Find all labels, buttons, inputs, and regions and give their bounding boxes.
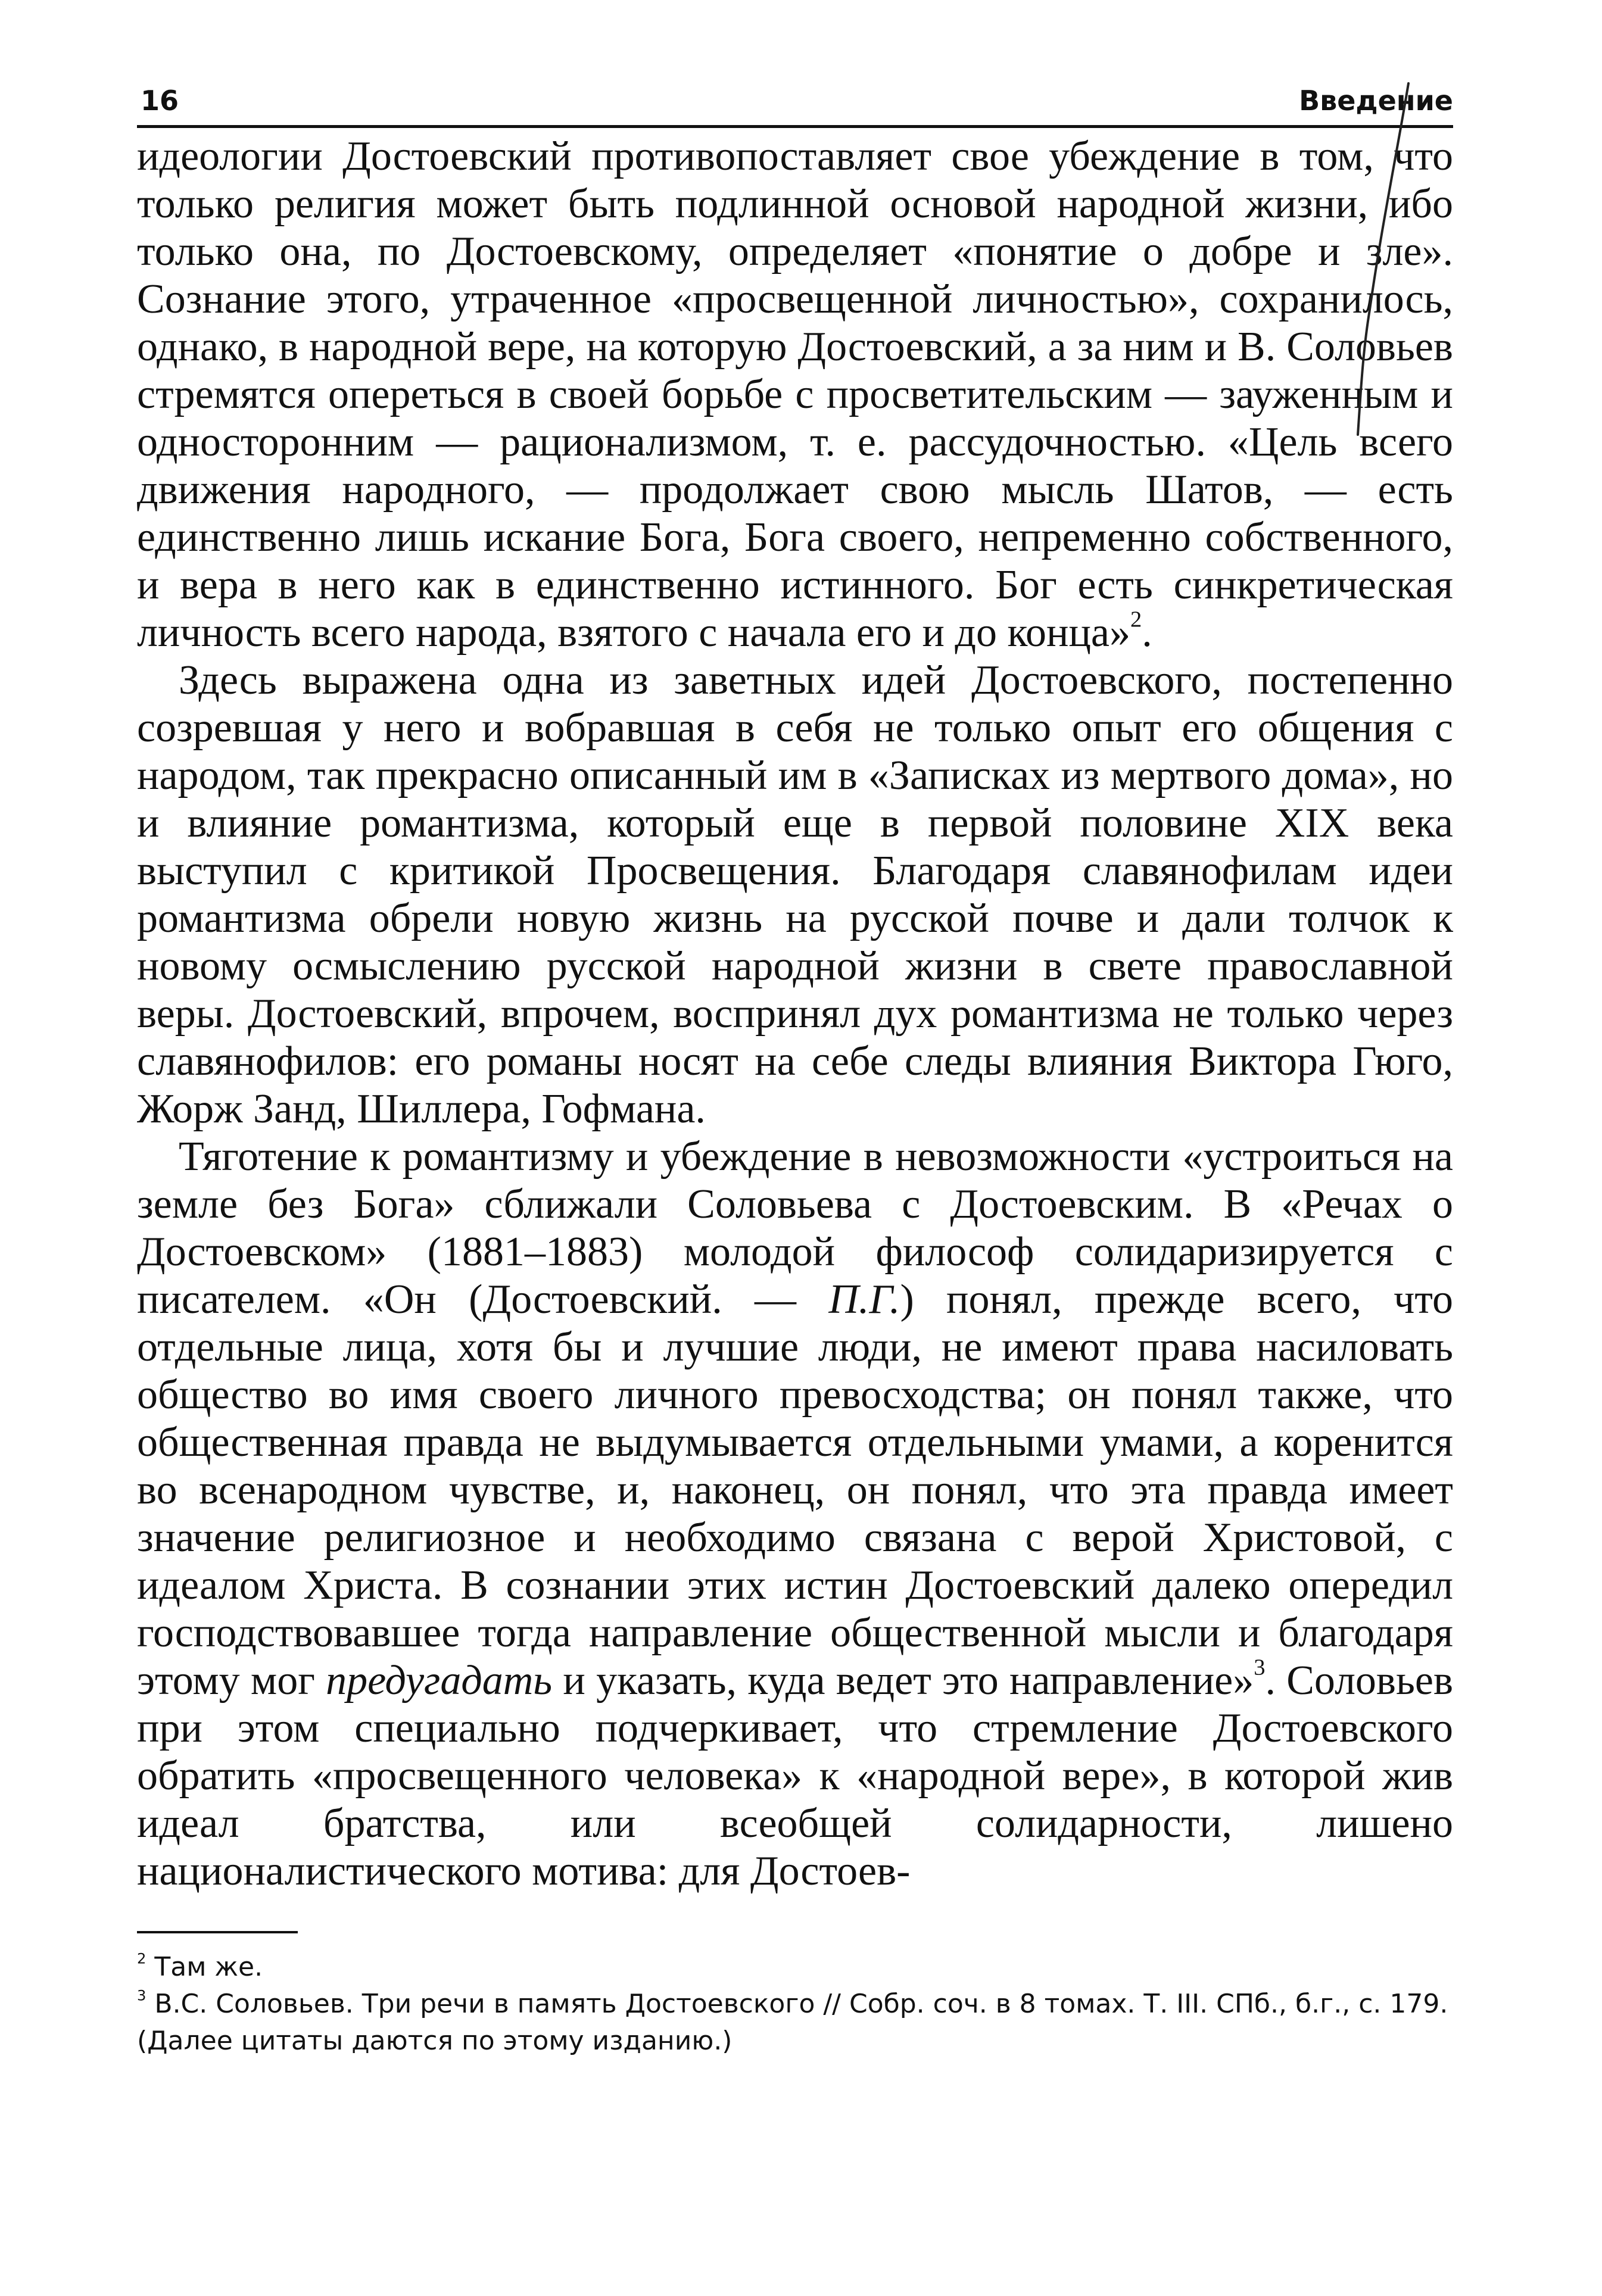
- section-title: Введение: [1299, 85, 1453, 117]
- footnote-divider: [137, 1931, 298, 1933]
- book-page: [137, 65, 1453, 2060]
- author-initials: П.Г.: [828, 1277, 900, 1322]
- footnote-2-mark: 2: [137, 1950, 147, 1967]
- emphasized-word: предугадать: [326, 1658, 553, 1704]
- paragraph-3-part-a: Тяготение к романтизму и убеждение в невозможности «устроиться на земле без Бога» сближали Соловьева с Достоевским. В «Речах о Достоевском» (1881–1883) молодой философ солидаризируется с писателем. «Он (Достоевский. —: [137, 1134, 1453, 1322]
- page-number: 16: [141, 85, 179, 117]
- paragraph-3: [137, 1133, 1453, 1895]
- paragraph-1-end: .: [1142, 610, 1152, 656]
- running-head: [137, 65, 1453, 128]
- footnote-3-mark: 3: [137, 1987, 147, 2004]
- paragraph-2: Здесь выражена одна из заветных идей Достоевского, постепенно созревшая у него и вобравшая в себя не только опыт его общения с народом, так прекрасно описанный им в «Записках из мертвого дома», но и влияние романтизма, который еще в первой половине XIX века выступил с критикой Просвещения. Благодаря славянофилам идеи романтизма обрели новую жизнь на русской почве и дали толчок к новому осмыслению русской народной жизни в свете православной веры. Достоевский, впрочем, воспринял дух романтизма не только через славянофилов: его романы носят на себе следы влияния Виктора Гюго, Жорж Занд, Шиллера, Гофмана.: [137, 657, 1453, 1132]
- paragraph-3-part-c: и указать, куда ведет это направление»: [552, 1658, 1254, 1704]
- footnote-ref-3: 3: [1254, 1655, 1266, 1680]
- paragraph-3-part-d: . Соловьев при этом специально подчеркивает, что стремление Достоевского обратить «просвещенного человека» к «народной вере», в которой жив идеал братства, или всеобщей солидарности, лишено националистического мотива: для Достоев-: [137, 1658, 1454, 1894]
- paragraph-1-text: идеологии Достоевский противопоставляет свое убеждение в том, что только религия может быть подлинной основой народной жизни, ибо только она, по Достоевскому, определяет «понятие о добре и зле». Сознание этого, утраченное «просвещенной личностью», сохранилось, однако, в народной вере, на которую Достоевский, а за ним и В. Соловьев стремятся опереться в своей борьбе с просветительским — зауженным и односторонним — рационализмом, т. е. рассудочностью. «Цель всего движения народного, — продолжает свою мысль Шатов, — есть единственно лишь искание Бога, Бога своего, непременно собственного, и вера в него как в единственно истинного. Бог есть синкретическая личность всего народа, взятого с начала его и до конца»: [137, 133, 1453, 656]
- body-text: [137, 133, 1453, 1895]
- footnote-2-text: Там же.: [146, 1952, 263, 1982]
- footnote-3: [137, 1986, 1453, 2060]
- footnote-2: [137, 1949, 1453, 1986]
- paragraph-1: [137, 133, 1453, 657]
- footnote-3-text: В.С. Соловьев. Три речи в память Достоевского // Собр. соч. в 8 томах. Т. III. СПб., б.г., с. 179. (Далее цитаты даются по этому изданию.): [137, 1989, 1448, 2056]
- footnotes: [137, 1949, 1453, 2060]
- footnote-ref-2: 2: [1130, 607, 1142, 632]
- paragraph-3-part-b: ) понял, прежде всего, что отдельные лица, хотя бы и лучшие люди, не имеют права насиловать общество во имя своего личного превосходства; он понял также, что общественная правда не выдумывается отдельными умами, а коренится во всенародном чувстве, и, наконец, он понял, что эта правда имеет значение религиозное и необходимо связана с верой Христовой, с идеалом Христа. В сознании этих истин Достоевский далеко опередил господствовавшее тогда направление общественной мысли и благодаря этому мог: [137, 1277, 1453, 1704]
